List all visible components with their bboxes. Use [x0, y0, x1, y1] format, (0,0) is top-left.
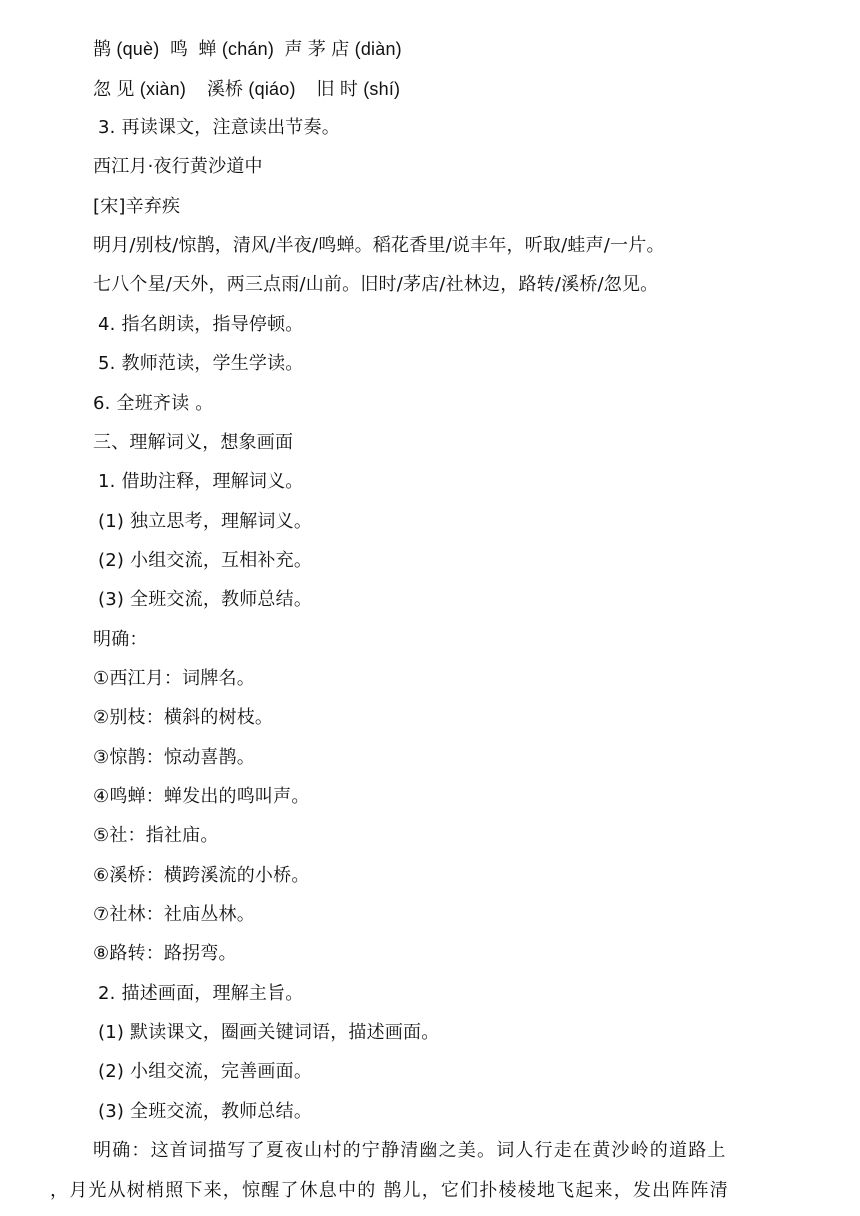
substep-1-2: (2) 小组交流，互相补充。	[98, 550, 313, 571]
poem-line-2: 七八个星/天外，两三点雨/山前。旧时/茅店/社林边，路转/溪桥/忽见。	[93, 274, 659, 295]
substep-1-3: (3) 全班交流，教师总结。	[98, 589, 313, 610]
note-6: ⑥溪桥：横跨溪流的小桥。	[93, 865, 310, 886]
step-6: 6. 全班齐读 。	[93, 393, 214, 414]
substep-1: 1. 借助注释，理解词义。	[98, 471, 304, 492]
step-3-heading: 3. 再读课文，注意读出节奏。	[98, 117, 340, 138]
note-7: ⑦社林：社庙丛林。	[93, 904, 255, 925]
section-3-heading: 三、理解词义，想象画面	[93, 432, 294, 453]
summary-paragraph-line-1: 明确：这首词描写了夏夜山村的宁静清幽之美。词人行走在黄沙岭的道路上	[93, 1140, 727, 1161]
note-4: ④鸣蝉：蝉发出的鸣叫声。	[93, 786, 310, 807]
note-5: ⑤社：指社庙。	[93, 825, 219, 846]
note-2: ②别枝：横斜的树枝。	[93, 707, 274, 728]
substep-2-2: (2) 小组交流，完善画面。	[98, 1061, 313, 1082]
note-8: ⑧路转：路拐弯。	[93, 943, 237, 964]
pinyin-line-2: 忽 见 (xiàn) 溪桥 (qiáo) 旧 时 (shí)	[93, 79, 401, 99]
substep-2-1: (1) 默读课文，圈画关键词语，描述画面。	[98, 1022, 440, 1043]
substep-2: 2. 描述画面，理解主旨。	[98, 983, 304, 1004]
note-3: ③惊鹊：惊动喜鹊。	[93, 747, 255, 768]
pinyin-line-1: 鹊 (què) 鸣 蝉 (chán) 声 茅 店 (diàn)	[93, 39, 402, 59]
summary-paragraph-line-2: ，月光从树梢照下来，惊醒了休息中的 鹊儿，它们扑棱棱地飞起来，发出阵阵清	[50, 1180, 729, 1201]
step-4: 4. 指名朗读，指导停顿。	[98, 314, 304, 335]
substep-2-3: (3) 全班交流，教师总结。	[98, 1101, 313, 1122]
poem-title: 西江月·夜行黄沙道中	[93, 156, 263, 177]
poem-line-1: 明月/别枝/惊鹊，清风/半夜/鸣蝉。稻花香里/说丰年，听取/蛙声/一片。	[93, 235, 665, 256]
note-1: ①西江月：词牌名。	[93, 668, 255, 689]
substep-1-1: (1) 独立思考，理解词义。	[98, 511, 313, 532]
step-5: 5. 教师范读，学生学读。	[98, 353, 304, 374]
poem-author: [宋]辛弃疾	[93, 196, 181, 217]
clarify-label-1: 明确：	[93, 629, 148, 650]
